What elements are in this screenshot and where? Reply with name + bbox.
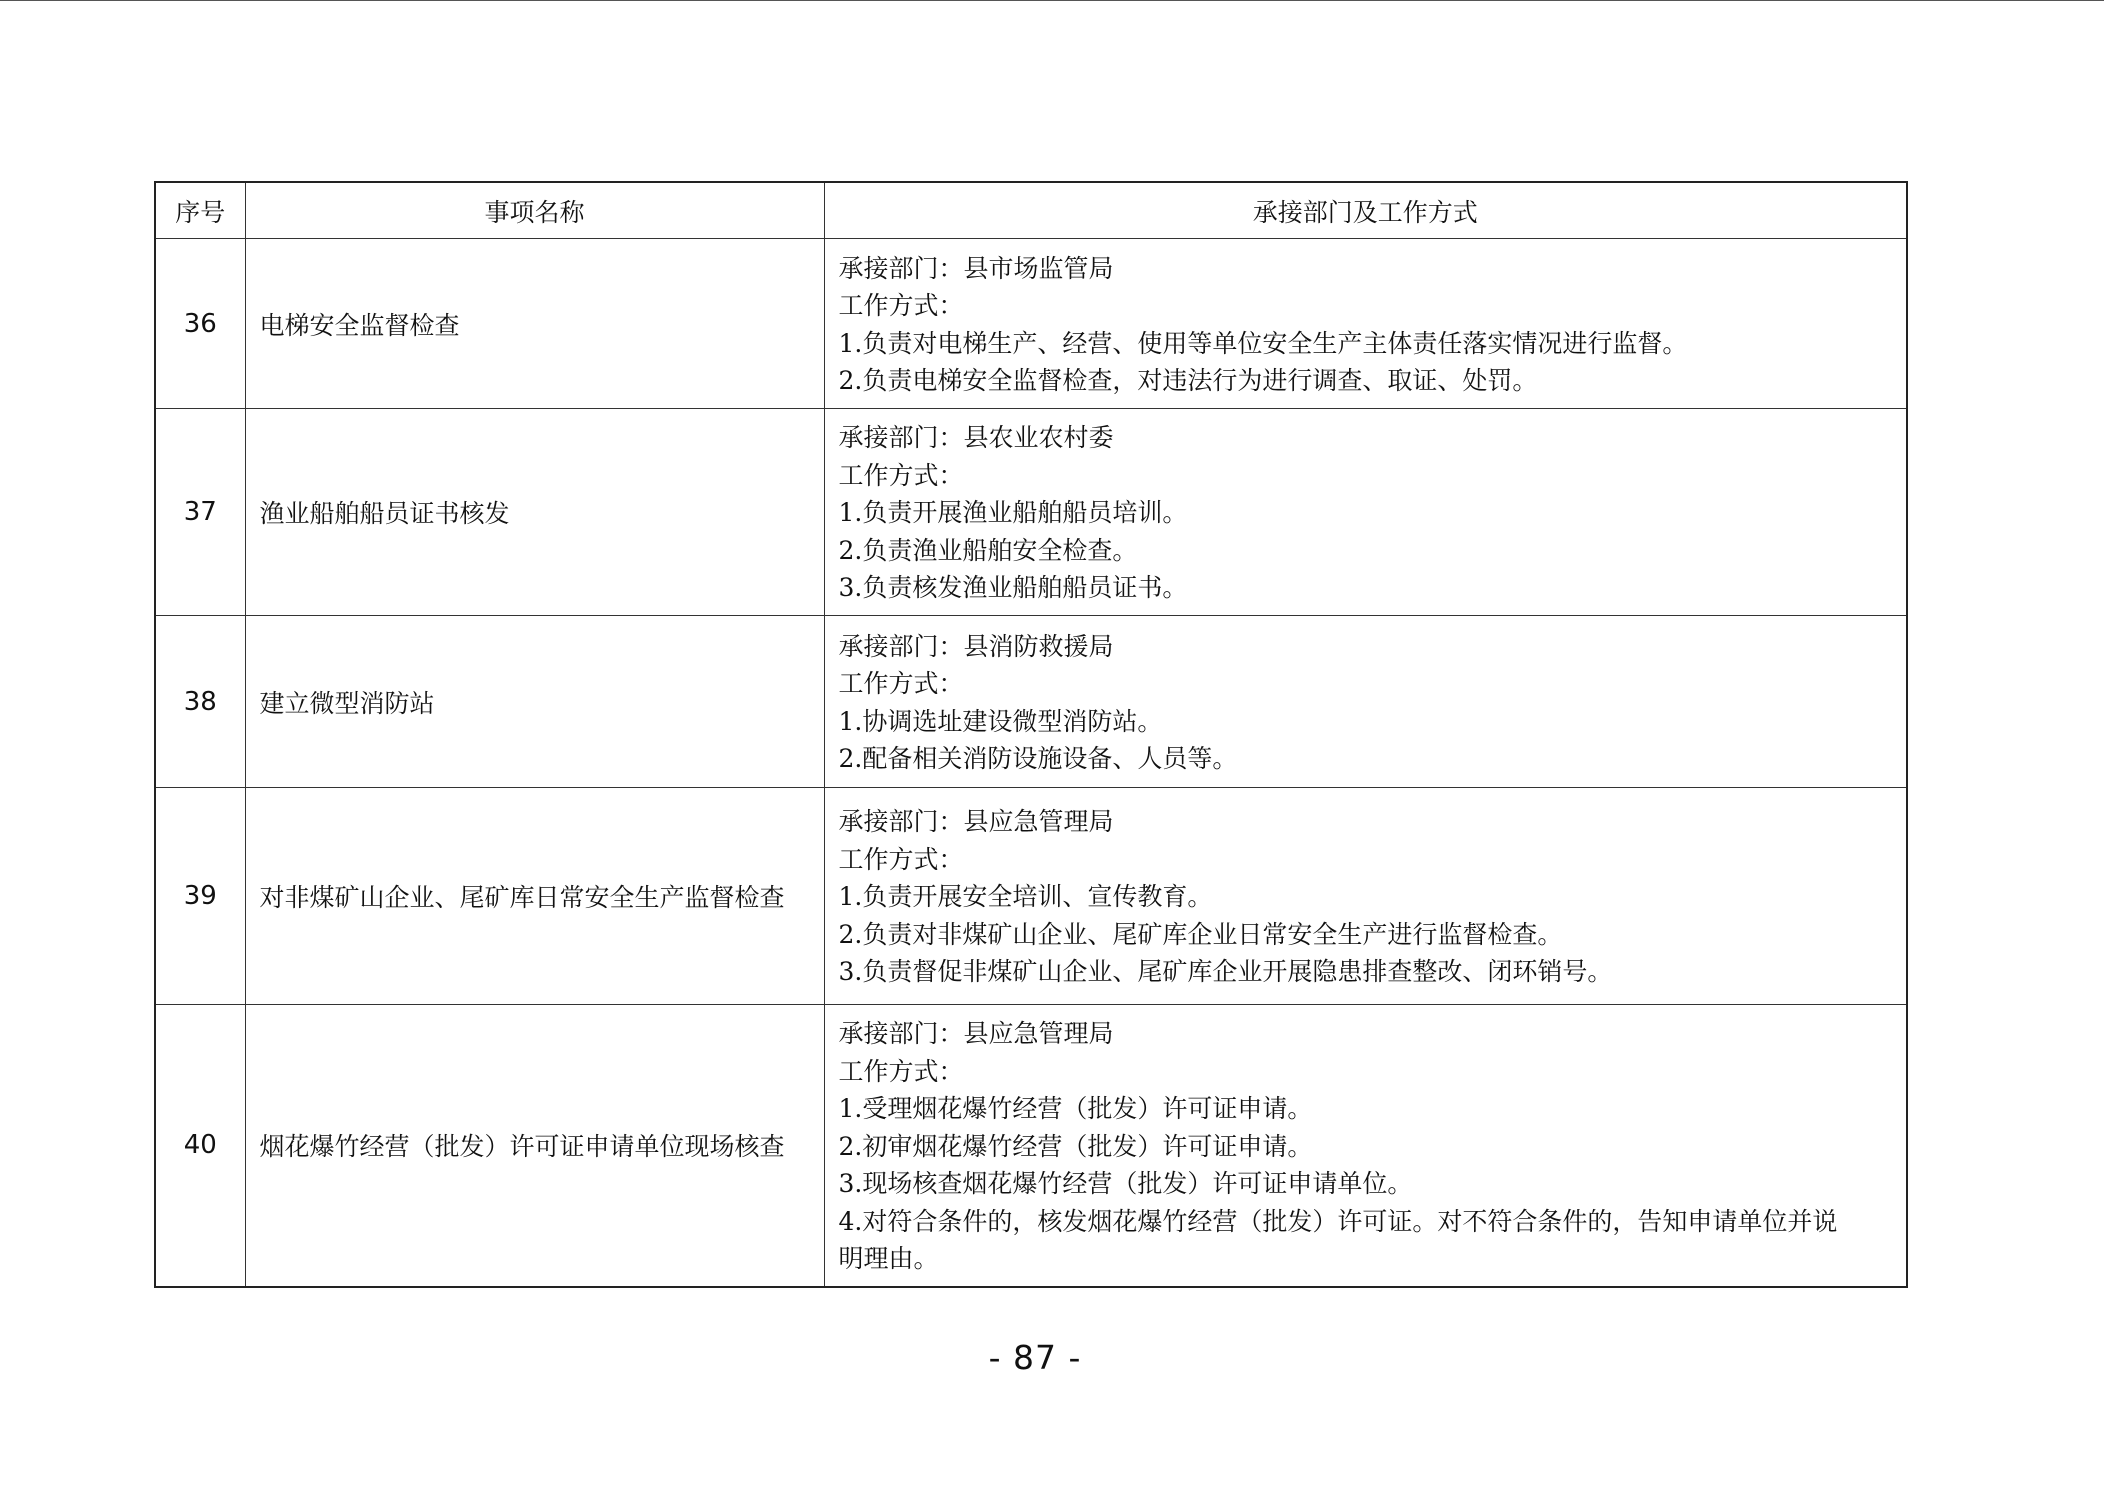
method-step-line: 2.配备相关消防设施设备、人员等。 (838, 744, 1238, 773)
table-row (155, 616, 1907, 788)
table-row (155, 788, 1907, 1005)
method-step-line: 2.初审烟花爆竹经营（批发）许可证申请。 (838, 1131, 1313, 1161)
row-item-name: 烟花爆竹经营（批发）许可证申请单位现场核查 (245, 1005, 824, 1287)
row-serial-number: 37 (155, 409, 245, 616)
row-department-method (824, 1005, 1907, 1287)
dept-line: 承接部门：县应急管理局 (838, 1019, 1114, 1048)
method-step-line: 2.负责对非煤矿山企业、尾矿库企业日常安全生产进行监督检查。 (838, 919, 1563, 949)
dept-line: 承接部门：县市场监管局 (838, 253, 1114, 283)
dept-line: 承接部门：县应急管理局 (838, 807, 1114, 837)
header-serial-number: 序号 (155, 182, 245, 239)
method-step-line: 2.负责电梯安全监督检查，对违法行为进行调查、取证、处罚。 (838, 366, 1538, 395)
row-serial-number: 40 (155, 1005, 245, 1287)
method-step-line: 3.现场核查烟花爆竹经营（批发）许可证申请单位。 (838, 1169, 1413, 1198)
row-serial-number: 38 (155, 616, 245, 788)
row-item-name: 电梯安全监督检查 (245, 239, 824, 409)
method-step-line: 1.受理烟花爆竹经营（批发）许可证申请。 (838, 1094, 1313, 1123)
dept-line: 承接部门：县消防救援局 (838, 631, 1114, 661)
header-item-name: 事项名称 (245, 182, 824, 239)
row-item-name: 渔业船舶船员证书核发 (245, 409, 824, 616)
method-step-line: 4.对符合条件的，核发烟花爆竹经营（批发）许可证。对不符合条件的，告知申请单位并说 (838, 1206, 1838, 1236)
row-item-name: 建立微型消防站 (245, 616, 824, 788)
method-step-line: 明理由。 (838, 1244, 939, 1273)
method-step-line: 1.协调选址建设微型消防站。 (838, 706, 1163, 736)
method-step-line: 1.负责对电梯生产、经营、使用等单位安全生产主体责任落实情况进行监督。 (838, 328, 1688, 358)
method-step-line: 1.负责开展渔业船舶船员培训。 (838, 498, 1188, 528)
method-step-line: 2.负责渔业船舶安全检查。 (838, 535, 1138, 565)
items-table (154, 181, 1908, 1288)
method-label-line: 工作方式： (838, 844, 964, 874)
method-label-line: 工作方式： (838, 460, 964, 490)
dept-line: 承接部门：县农业农村委 (838, 423, 1114, 453)
method-label-line: 工作方式： (838, 291, 964, 320)
table-row (155, 409, 1907, 616)
header-department-method: 承接部门及工作方式 (824, 182, 1907, 239)
method-step-line: 3.负责督促非煤矿山企业、尾矿库企业开展隐患排查整改、闭环销号。 (838, 957, 1613, 987)
row-department-method (824, 239, 1907, 409)
table-row (155, 239, 1907, 409)
table-header-row (155, 182, 1907, 239)
row-department-method (824, 788, 1907, 1005)
method-label-line: 工作方式： (838, 669, 964, 698)
page-number: - 87 - (988, 1338, 1082, 1377)
table-row (155, 1005, 1907, 1287)
row-department-method (824, 616, 1907, 788)
row-item-name: 对非煤矿山企业、尾矿库日常安全生产监督检查 (245, 788, 824, 1005)
row-department-method (824, 409, 1907, 616)
row-serial-number: 36 (155, 239, 245, 409)
method-step-line: 3.负责核发渔业船舶船员证书。 (838, 573, 1188, 603)
row-serial-number: 39 (155, 788, 245, 1005)
method-step-line: 1.负责开展安全培训、宣传教育。 (838, 882, 1213, 912)
top-border-rule (0, 0, 2104, 1)
method-label-line: 工作方式： (838, 1056, 964, 1086)
